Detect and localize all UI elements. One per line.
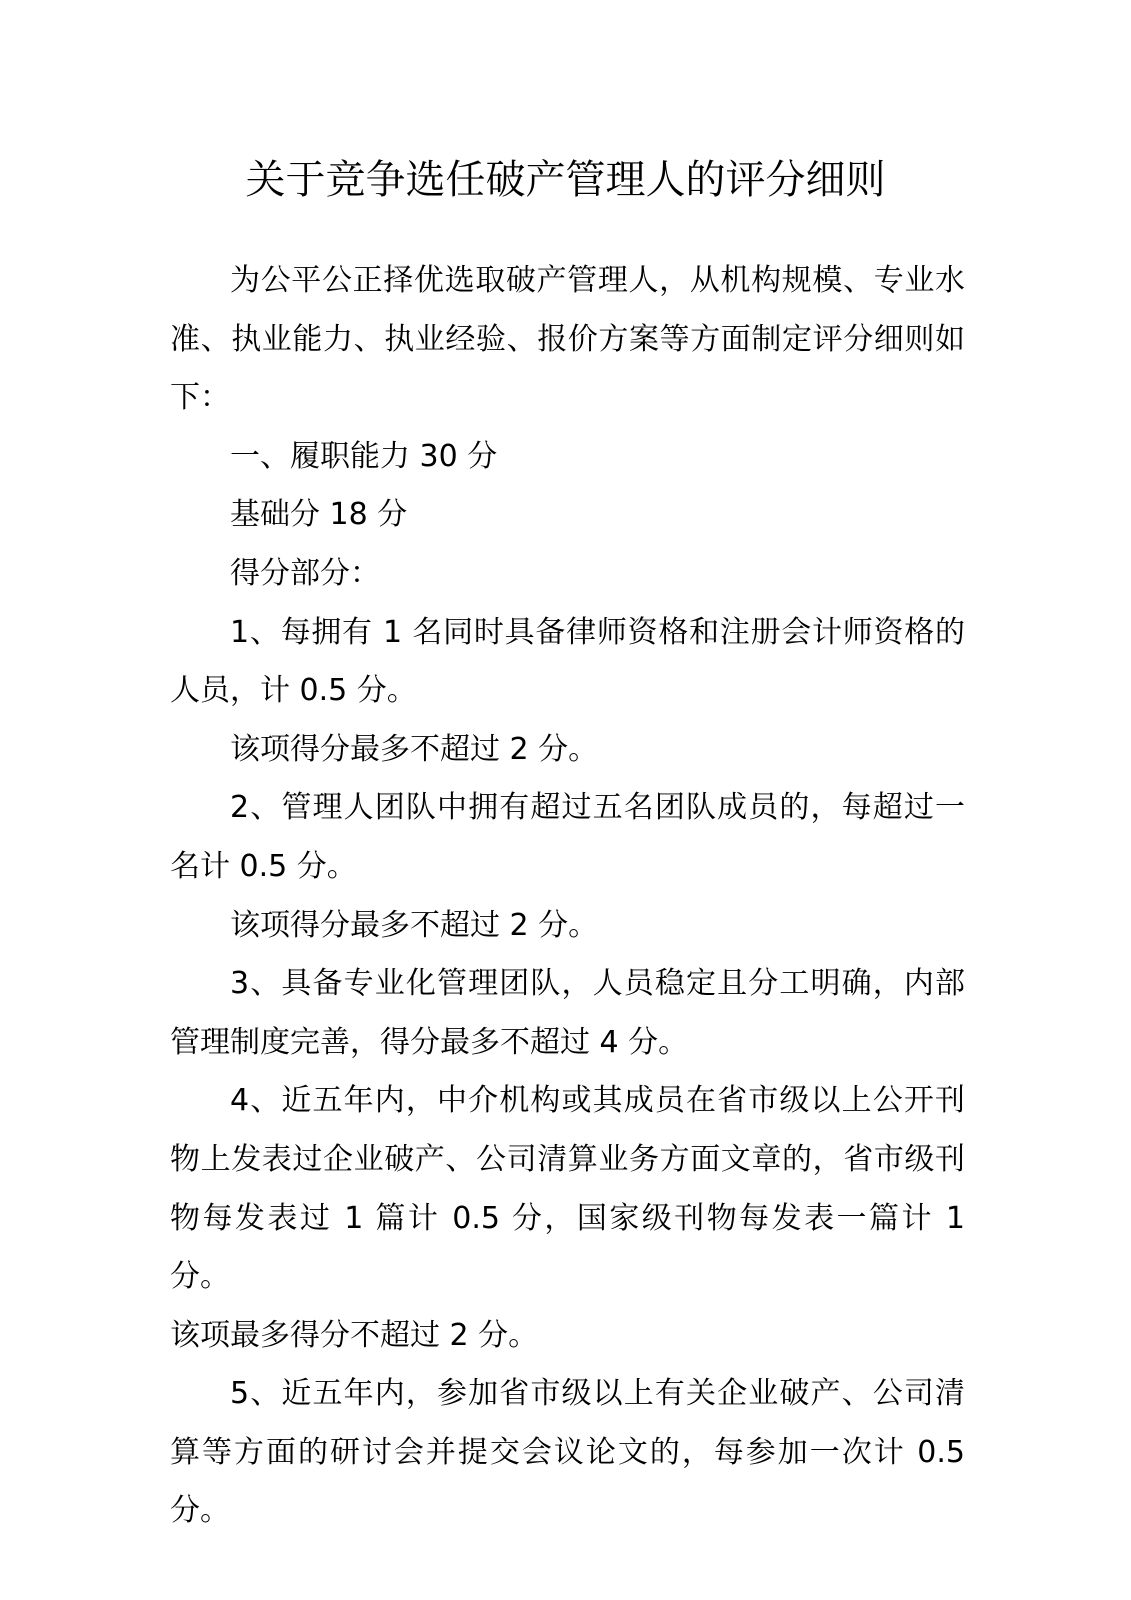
paragraph-item-5: 5、近五年内，参加省市级以上有关企业破产、公司清算等方面的研讨会并提交会议论文的，每参加一次计 0.5 分。 [170, 1376, 965, 1529]
paragraph-item-1-limit: 该项得分最多不超过 2 分。 [230, 731, 599, 767]
paragraph-item-2-limit: 该项得分最多不超过 2 分。 [230, 907, 599, 943]
paragraph-base-score: 基础分 18 分 [230, 497, 408, 533]
document-body [170, 252, 965, 1541]
paragraph-item-2: 2、管理人团队中拥有超过五名团队成员的，每超过一名计 0.5 分。 [170, 790, 965, 884]
paragraph-scoring-part: 得分部分： [230, 555, 380, 591]
paragraph-item-1: 1、每拥有 1 名同时具备律师资格和注册会计师资格的人员，计 0.5 分。 [170, 614, 965, 709]
paragraph-item-4-limit: 该项最多得分不超过 2 分。 [170, 1317, 539, 1353]
paragraph-section-heading: 一、履职能力 30 分 [230, 438, 498, 474]
paragraph-item-4: 4、近五年内，中介机构或其成员在省市级以上公开刊物上发表过企业破产、公司清算业务方面文章的，省市级刊物每发表过 1 篇计 0.5 分，国家级刊物每发表一篇计 1 分。 [170, 1083, 965, 1295]
paragraph-intro: 为公平公正择优选取破产管理人，从机构规模、专业水准、执业能力、执业经验、报价方案等方面制定评分细则如下： [170, 263, 965, 416]
document-title: 关于竞争选任破产管理人的评分细则 [245, 157, 886, 203]
paragraph-item-3: 3、具备专业化管理团队，人员稳定且分工明确，内部管理制度完善，得分最多不超过 4 分。 [170, 966, 965, 1060]
